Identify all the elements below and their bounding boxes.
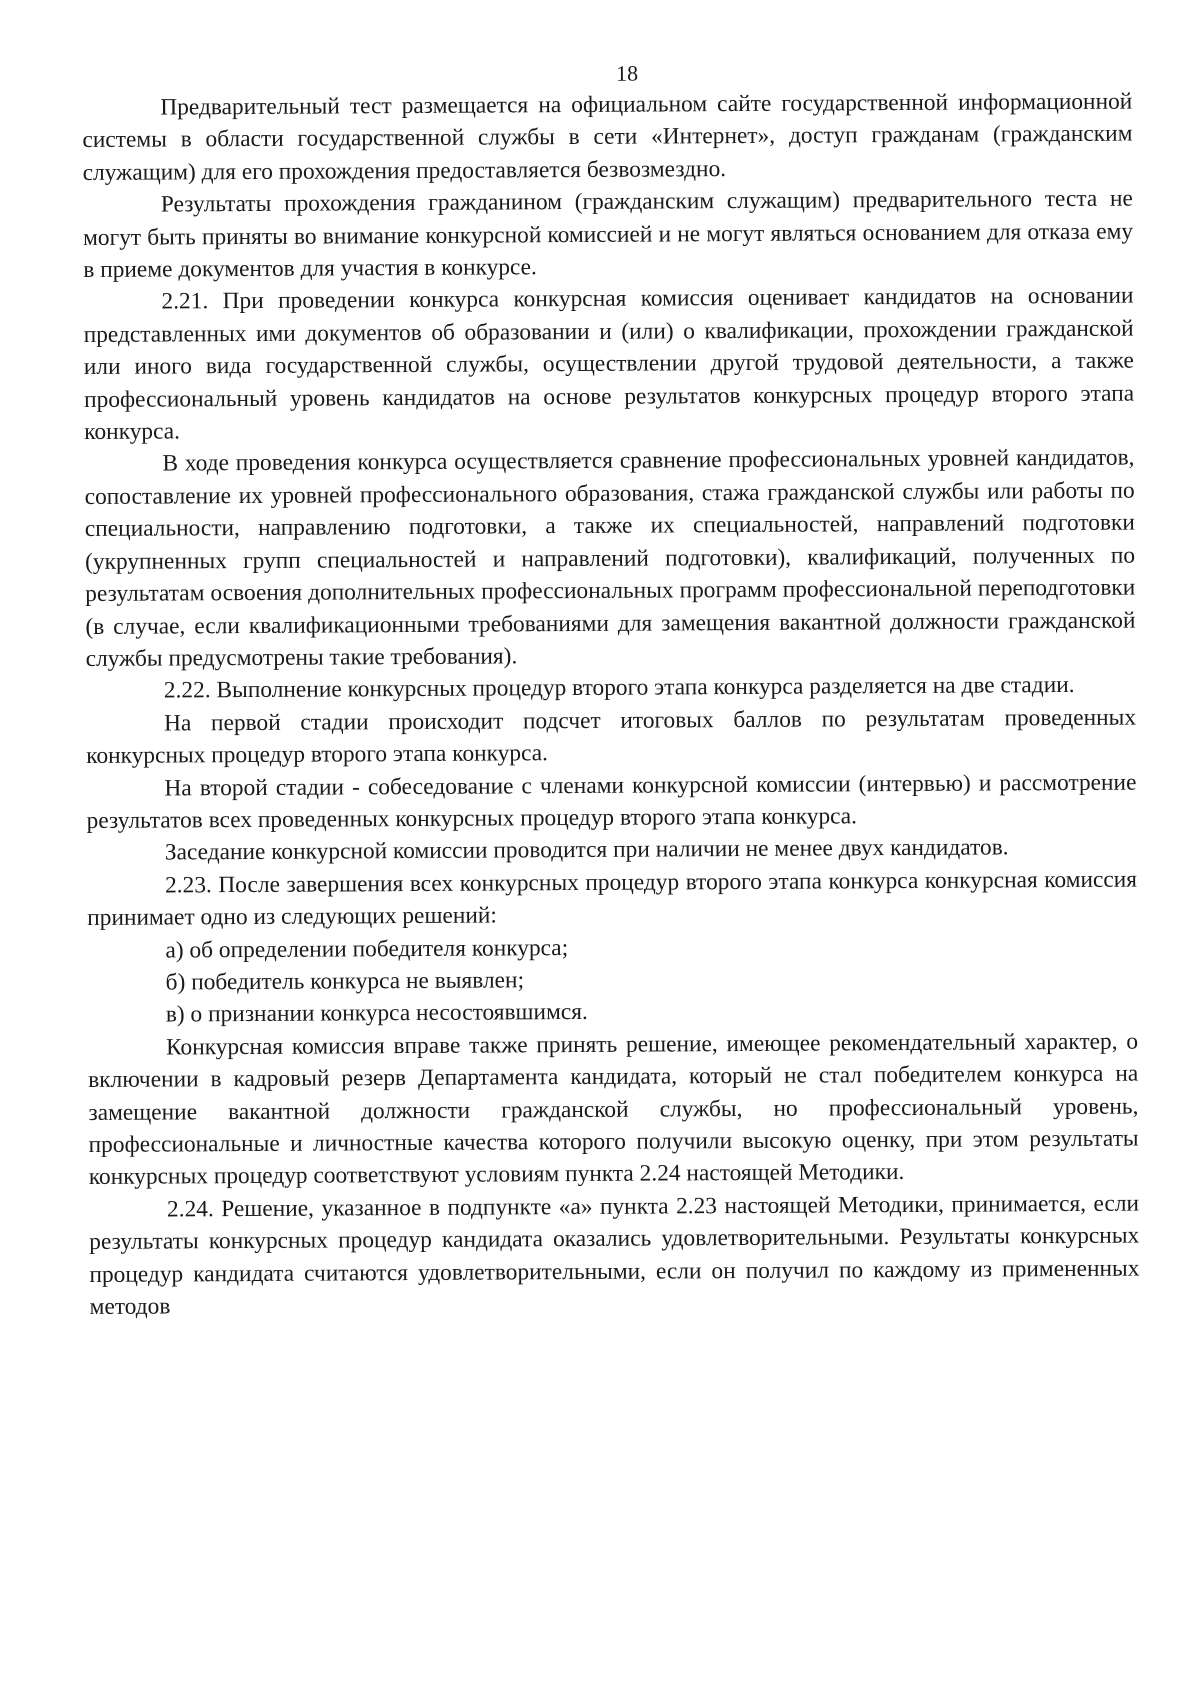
paragraph-first-stage: На первой стадии происходит подсчет итоговых баллов по результатам проведенных конкурсных процедур второго этапа конкурса.: [86, 704, 1137, 770]
document-page: [82, 56, 1140, 1324]
list-item-v: в) о признании конкурса несостоявшимся.: [165, 999, 588, 1028]
paragraph-second-stage: На второй стадии - собеседование с членами конкурсной комиссии (интервью) и рассмотрение результатов всех проведенных конкурсных процедур второго этапа конкурса.: [86, 769, 1137, 834]
list-item-b: б) победитель конкурса не выявлен;: [165, 967, 525, 996]
paragraph-preliminary-test-placement: Предварительный тест размещается на официальном сайте государственной информационной системы в области государственной службы в сети «Интернет», доступ гражданам (гражданским служащим) для его прохождения предоставляется безвозмездно.: [82, 88, 1133, 186]
paragraph-quorum: Заседание конкурсной комиссии проводится при наличии не менее двух кандидатов.: [164, 834, 1009, 866]
page-number: 18: [616, 60, 639, 86]
paragraph-preliminary-test-results: Результаты прохождения гражданином (гражданским служащим) предварительного теста не могут быть приняты во внимание конкурсной комиссией и не могут являться основанием для отказа ему в приеме документов для участия в конкурсе.: [82, 185, 1134, 284]
paragraph-comparison: В ходе проведения конкурса осуществляется сравнение профессиональных уровней кандидатов, сопоставление их уровней профессионального образования, стажа гражданской службы или работы по специальности, направлению подготовки, а также их специальностей, направлений подготовки (укрупненных групп специальностей и направлений подготовки), квалификаций, полученных по результатам освоения дополнительных профессиональных программ профессиональной переподготовки (в случае, если квалификационными требованиями для замещения вакантной должности гражданской службы предусмотрены такие требования).: [84, 445, 1136, 672]
paragraph-reserve-recommendation: Конкурсная комиссия вправе также принять решение, имеющее рекомендательный характер, о включении в кадровый резерв Департамента кандидата, который не стал победителем конкурса на замещение вакантной должности гражданской службы, но профессиональный уровень, профессиональные и личностные качества которого получили высокую оценку, при этом результаты конкурсных процедур соответствуют условиям пункта 2.24 настоящей Методики.: [88, 1028, 1139, 1191]
paragraph-2-24: 2.24. Решение, указанное в подпункте «а» пункта 2.23 настоящей Методики, принимается, если результаты конкурсных процедур кандидата оказались удовлетворительными. Результаты конкурсных процедур кандидата считаются удовлетворительными, если он получил по каждому из примененных методов: [89, 1190, 1140, 1321]
list-item-a: а) об определении победителя конкурса;: [165, 934, 569, 964]
paragraph-2-22: 2.22. Выполнение конкурсных процедур второго этапа конкурса разделяется на две стадии.: [163, 672, 1075, 704]
paragraph-2-21: 2.21. При проведении конкурса конкурсная комиссия оценивает кандидатов на основании представленных ими документов об образовании и (или) о квалификации, прохождении гражданской или иного вида государственной службы, осуществлении другой трудовой деятельности, а также профессиональный уровень кандидатов на основе результатов конкурсных процедур второго этапа конкурса.: [83, 283, 1135, 446]
paragraph-2-23: 2.23. После завершения всех конкурсных процедур второго этапа конкурса конкурсная комиссия принимает одно из следующих решений:: [87, 866, 1138, 932]
